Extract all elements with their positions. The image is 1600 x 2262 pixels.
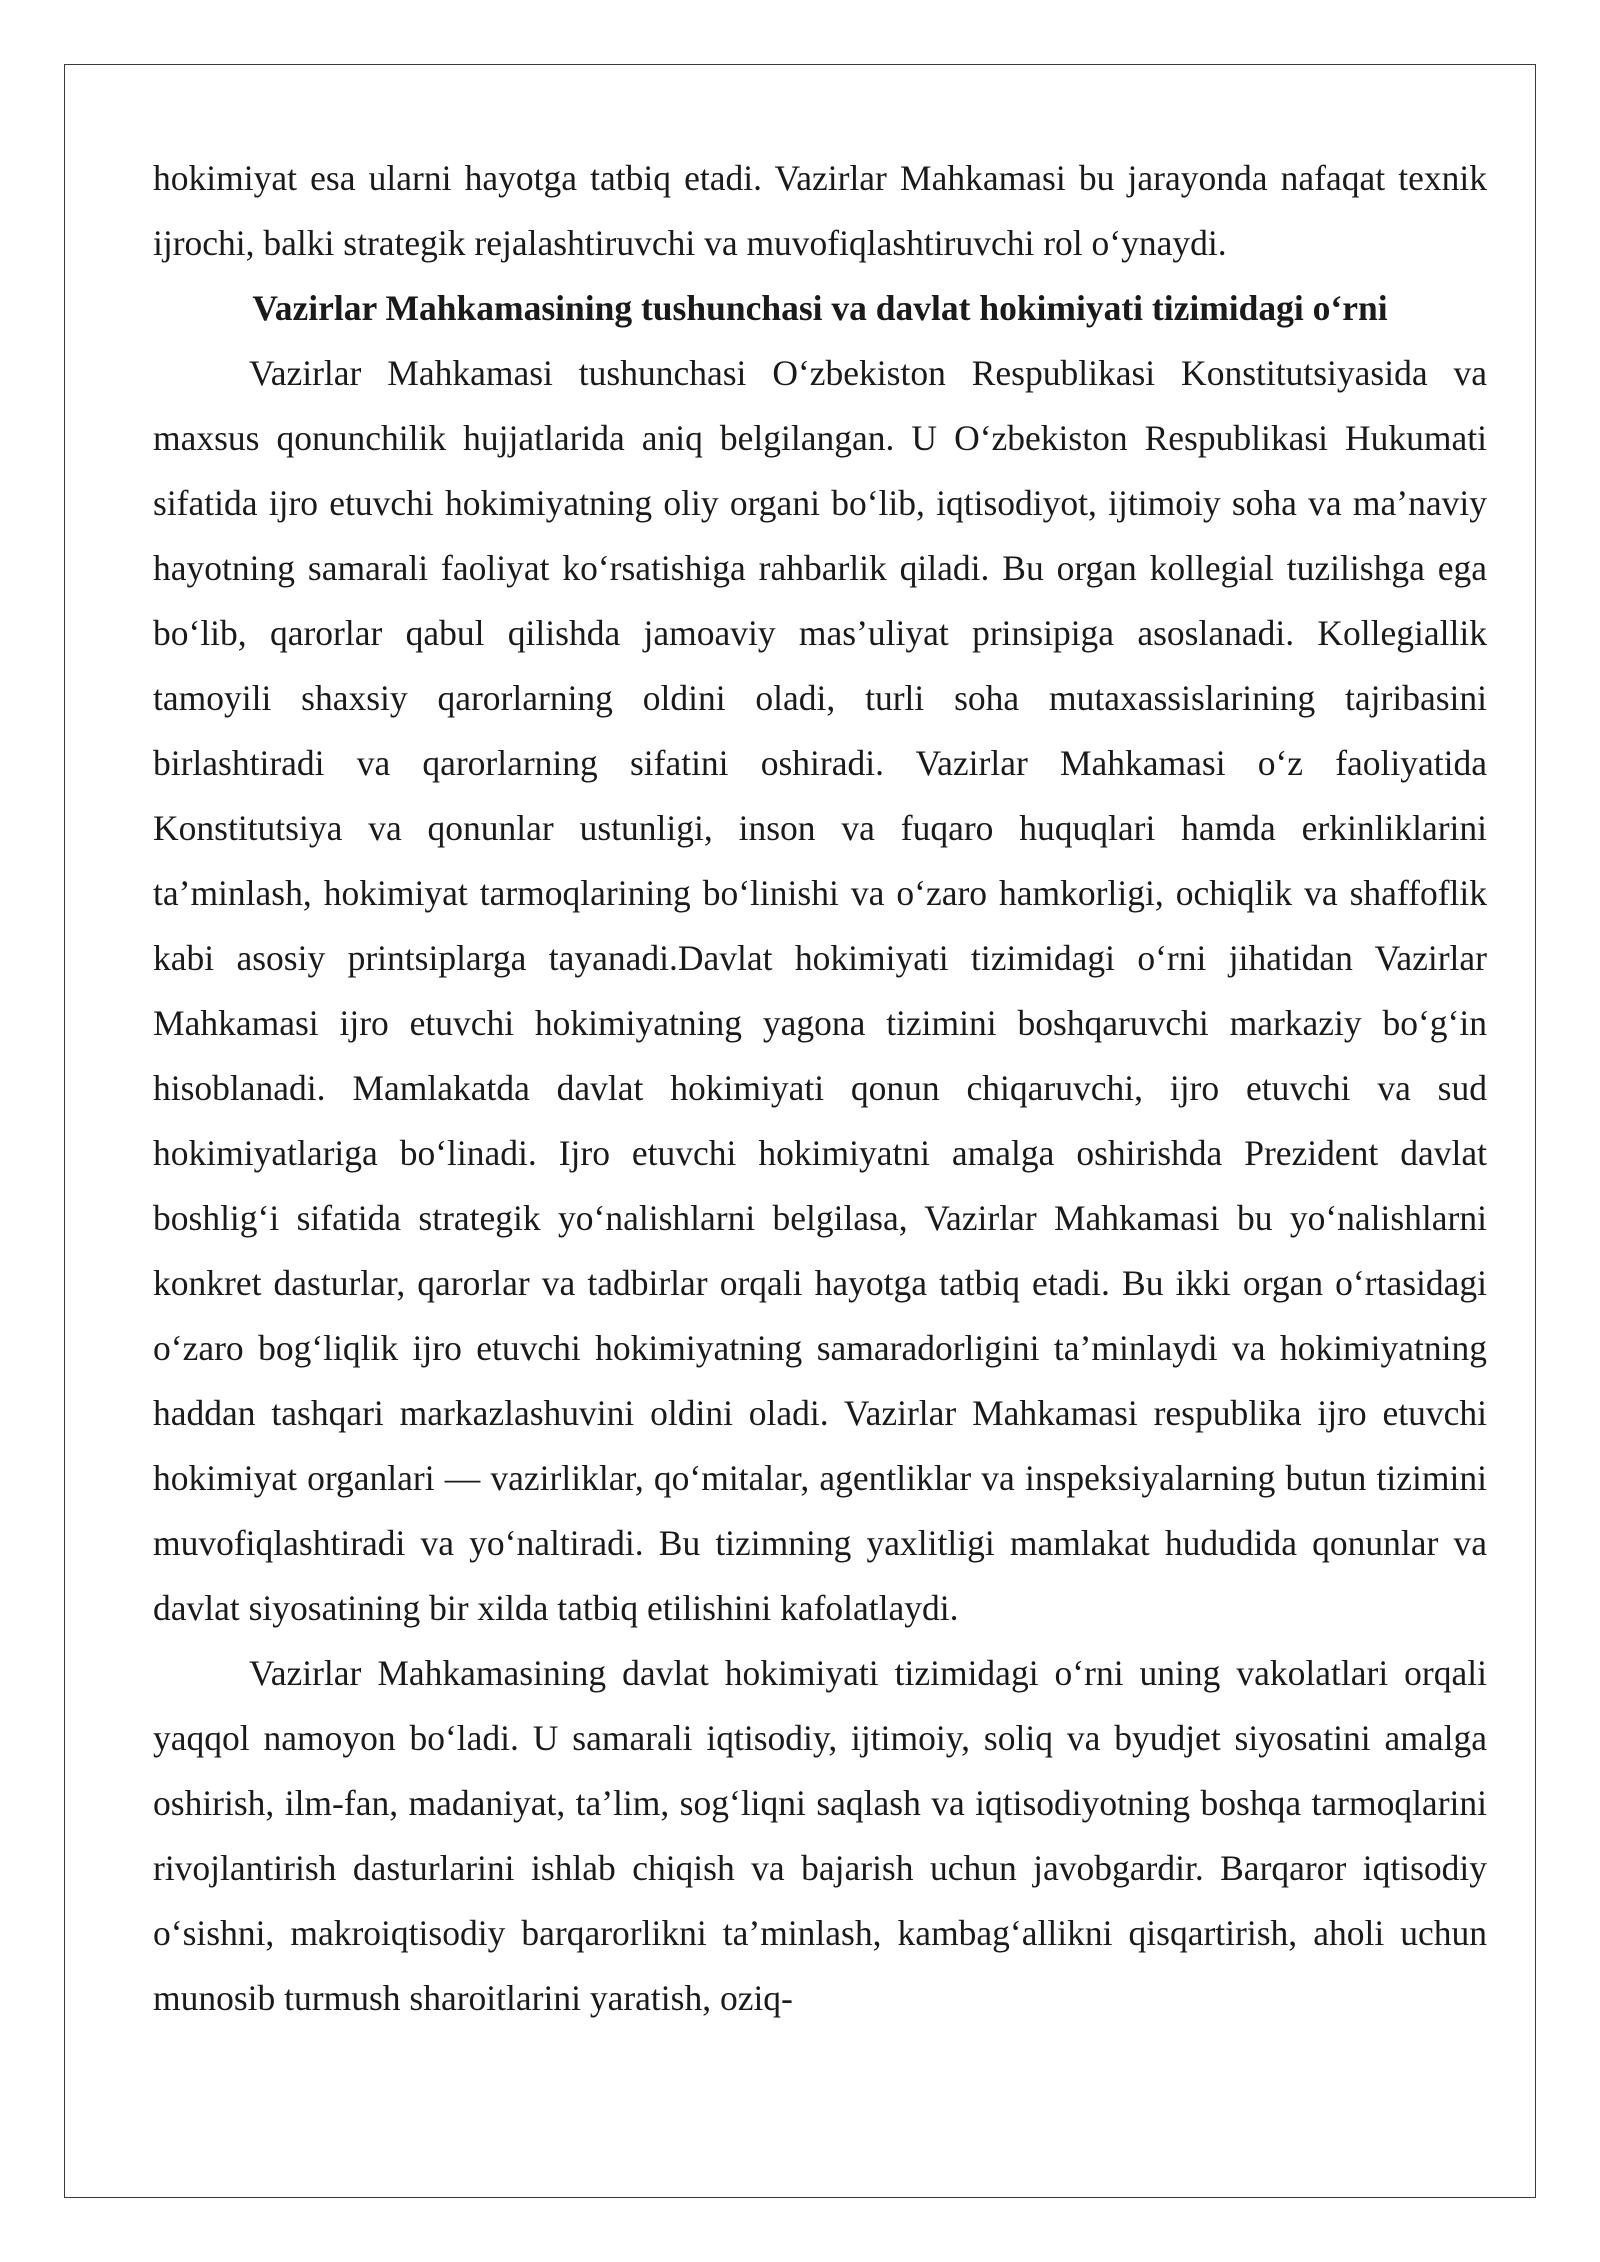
paragraph-concept: Vazirlar Mahkamasi tushunchasi O‘zbekiston Respublikasi Konstitutsiyasida va maxsus qonunchilik hujjatlarida aniq belgilangan. U O‘zbekiston Respublikasi Hukumati sifatida ijro etuvchi hokimiyatning oliy organi bo‘lib, iqtisodiyot, ijtimoiy soha va ma’naviy hayotning samarali faoliyat ko‘rsatishiga rahbarlik qiladi. Bu organ kollegial tuzilishga ega bo‘lib, qarorlar qabul qilishda jamoaviy mas’uliyat prinsipiga asoslanadi. Kollegiallik tamoyili shaxsiy qarorlarning oldini oladi, turli soha mutaxassislarining tajribasini birlashtiradi va qarorlarning sifatini oshiradi. Vazirlar Mahkamasi o‘z faoliyatida Konstitutsiya va qonunlar ustunligi, inson va fuqaro huquqlari hamda erkinliklarini ta’minlash, hokimiyat tarmoqlarining bo‘linishi va o‘zaro hamkorligi, ochiqlik va shaffoflik kabi asosiy printsiplarga tayanadi.Davlat hokimiyati tizimidagi o‘rni jihatidan Vazirlar Mahkamasi ijro etuvchi hokimiyatning yagona tizimini boshqaruvchi markaziy bo‘g‘in hisoblanadi. Mamlakatda davlat hokimiyati qonun chiqaruvchi, ijro etuvchi va sud hokimiyatlariga bo‘linadi. Ijro etuvchi hokimiyatni amalga oshirishda Prezident davlat boshlig‘i sifatida strategik yo‘nalishlarni belgilasa, Vazirlar Mahkamasi bu yo‘nalishlarni konkret dasturlar, qarorlar va tadbirlar orqali hayotga tatbiq etadi. Bu ikki organ o‘rtasidagi o‘zaro bog‘liqlik ijro etuvchi hokimiyatning samaradorligini ta’minlaydi va hokimiyatning haddan tashqari markazlashuvini oldini oladi. Vazirlar Mahkamasi respublika ijro etuvchi hokimiyat organlari — vazirliklar, qo‘mitalar, agentliklar va inspeksiyalarning butun tizimini muvofiqlashtiradi va yo‘naltiradi. Bu tizimning yaxlitligi mamlakat hududida qonunlar va davlat siyosatining bir xilda tatbiq etilishini kafolatlaydi. [153,353,1487,1628]
section-heading: Vazirlar Mahkamasining tushunchasi va davlat hokimiyati tizimidagi o‘rni [252,288,1388,328]
document-body [153,146,1487,2031]
paragraph-powers: Vazirlar Mahkamasining davlat hokimiyati tizimidagi o‘rni uning vakolatlari orqali yaqqol namoyon bo‘ladi. U samarali iqtisodiy, ijtimoiy, soliq va byudjet siyosatini amalga oshirish, ilm-fan, madaniyat, ta’lim, sog‘liqni saqlash va iqtisodiyotning boshqa tarmoqlarini rivojlantirish dasturlarini ishlab chiqish va bajarish uchun javobgardir. Barqaror iqtisodiy o‘sishni, makroiqtisodiy barqarorlikni ta’minlash, kambag‘allikni qisqartirish, aholi uchun munosib turmush sharoitlarini yaratish, oziq- [153,1653,1487,2018]
paragraph-continuation: hokimiyat esa ularni hayotga tatbiq etadi. Vazirlar Mahkamasi bu jarayonda nafaqat texnik ijrochi, balki strategik rejalashtiruvchi va muvofiqlashtiruvchi rol o‘ynaydi. [153,158,1487,263]
